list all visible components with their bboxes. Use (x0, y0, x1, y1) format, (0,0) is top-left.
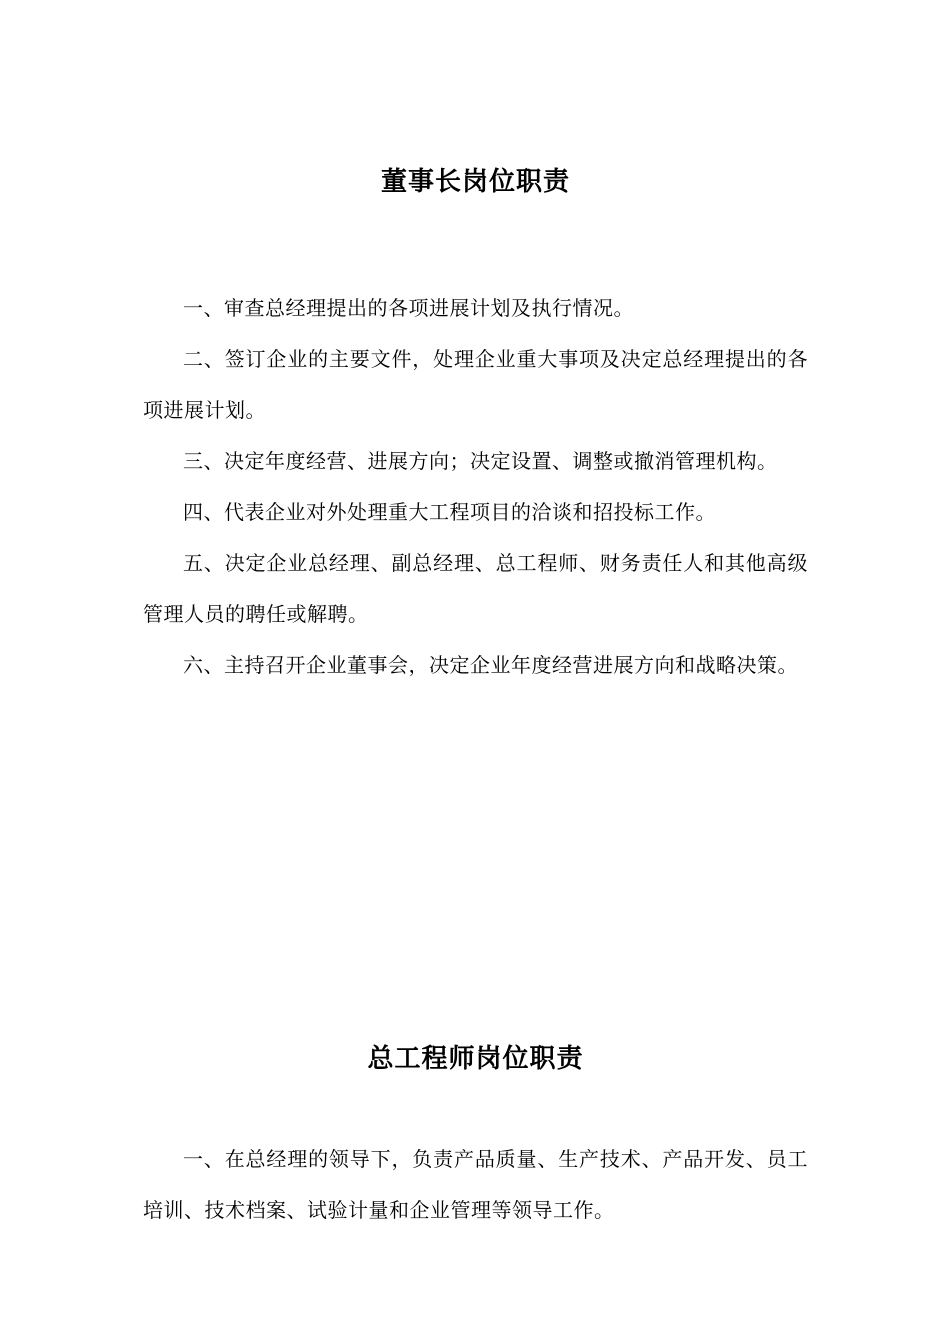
duty-item: 六、主持召开企业董事会，决定企业年度经营进展方向和战略决策。 (183, 653, 798, 677)
chairman-duties-section (143, 160, 808, 691)
duty-item: 四、代表企业对外处理重大工程项目的洽谈和招投标工作。 (183, 500, 716, 524)
duty-item: 一、审查总经理提出的各项进展计划及执行情况。 (183, 296, 634, 320)
duty-item: 三、决定年度经营、进展方向；决定设置、调整或撤消管理机构。 (183, 449, 778, 473)
section-heading: 董事长岗位职责 (380, 167, 570, 197)
section-heading: 总工程师岗位职责 (367, 1044, 584, 1074)
chief-engineer-duties-section (143, 1037, 808, 1236)
duty-item: 二、签订企业的主要文件，处理企业重大事项及决定总经理提出的各项进展计划。 (143, 347, 808, 422)
duty-item: 五、决定企业总经理、副总经理、总工程师、财务责任人和其他高级管理人员的聘任或解聘。 (143, 551, 808, 626)
duty-item: 一、在总经理的领导下，负责产品质量、生产技术、产品开发、员工培训、技术档案、试验计量和企业管理等领导工作。 (143, 1147, 808, 1222)
